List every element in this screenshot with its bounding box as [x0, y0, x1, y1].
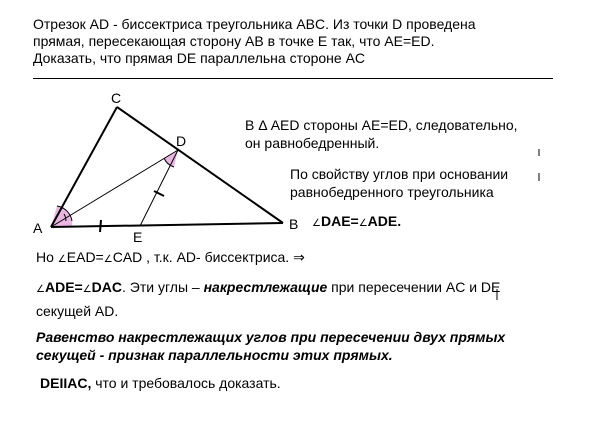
equation-part: DAC: [91, 279, 123, 295]
solution-step-4: [36, 249, 305, 268]
conclusion-text: что и требовалось доказать.: [91, 375, 281, 391]
solution-step-2-line-1: По свойству углов при основании: [290, 166, 509, 182]
text-part: при пересечении AC и DE: [327, 279, 501, 295]
side-ac: [51, 107, 117, 227]
solution-step-1-line-2: он равнобедренный.: [245, 135, 380, 151]
solution-step-6: секущей AD.: [36, 303, 119, 319]
angle-symbol: ∠: [82, 284, 92, 295]
tick-ae: [100, 220, 101, 232]
problem-line-1: Отрезок AD - биссектриса треугольника ABC. Из точки D проведена: [33, 16, 476, 32]
text-part: Но: [36, 249, 58, 265]
solution-conclusion: [40, 375, 281, 392]
text-part: EAD=: [66, 249, 104, 265]
conclusion-formula: DEIIAC,: [40, 375, 92, 391]
text-part: . Эти углы –: [122, 279, 204, 295]
angle-symbol: ∠: [103, 254, 113, 265]
solution-step-5: [36, 279, 500, 298]
text-part: CAD , т.к. AD- биссектриса. ⇒: [112, 249, 305, 265]
equation-part: DAE=: [320, 213, 359, 229]
solution-step-7-line-1: Равенство накрестлежащих углов при пересечении двух прямых: [36, 329, 506, 345]
problem-line-3: Доказать, что прямая DE параллельна стороне AC: [33, 50, 366, 66]
solution-step-2-line-2: равнобедренного треугольника: [290, 184, 494, 200]
angle-symbol: ∠: [312, 218, 321, 229]
vertex-label-c: C: [111, 90, 122, 106]
solution-step-3: [312, 213, 401, 232]
solution-step-7-line-2: секущей - признак параллельности этих прямых.: [36, 347, 393, 363]
vertex-label-d: D: [176, 133, 187, 149]
solution-step-1-line-1: В Δ AED стороны AE=ED, следовательно,: [245, 117, 518, 133]
side-ab: [51, 223, 283, 227]
equation-part: ADE=: [44, 279, 83, 295]
angle-symbol: ∠: [358, 218, 368, 229]
problem-line-2: прямая, пересекающая сторону AB в точке E так, что AE=ED.: [33, 33, 435, 49]
vertex-label-a: A: [33, 220, 43, 236]
emphasized-term: накрестлежащие: [203, 279, 328, 295]
vertex-label-b: B: [289, 216, 299, 232]
vertex-label-e: E: [133, 229, 143, 245]
angle-symbol: ∠: [36, 284, 45, 295]
angle-symbol: ∠: [57, 254, 67, 265]
equation-part: ADE.: [367, 213, 402, 229]
